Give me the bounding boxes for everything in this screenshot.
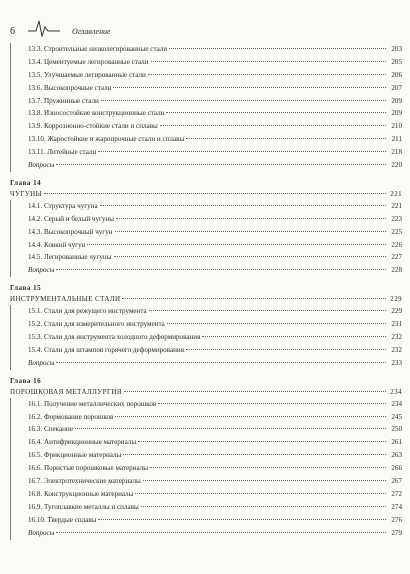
toc-entry-page: 209 [391, 109, 402, 118]
dot-leader [186, 138, 386, 139]
questions-page: 233 [391, 358, 402, 367]
toc-entry[interactable] [24, 331, 402, 344]
toc-entry[interactable] [24, 318, 402, 331]
toc-entry-title: 13.5. Улучшаемые легированные стали [28, 70, 146, 79]
questions-title: Вопросы [28, 161, 55, 170]
toc-entry-title: 16.2. Формование порошков [28, 412, 114, 421]
dot-leader [115, 416, 386, 417]
dot-leader [166, 112, 386, 113]
toc-entry[interactable] [24, 344, 402, 357]
toc-entry-page: 267 [391, 477, 402, 486]
dot-leader [56, 164, 386, 165]
questions-page: 279 [391, 528, 402, 537]
toc-entry-page: 209 [391, 96, 402, 105]
chapter-label: Глава 16 [10, 376, 42, 385]
chapter-title: ЧУГУНЫ [10, 189, 43, 198]
toc-entry[interactable] [24, 436, 402, 449]
heartbeat-icon [28, 19, 60, 37]
toc-entry-title: 13.9. Коррозионно-стойкие стали и сплавы [28, 122, 158, 131]
toc-entry-page: 245 [391, 412, 402, 421]
toc-entry-page: 207 [391, 83, 402, 92]
chapter-entries [10, 398, 402, 540]
chapter-title: ПОРОШКОВАЯ МЕТАЛЛУРГИЯ [10, 387, 122, 396]
toc-entry-page: 250 [391, 425, 402, 434]
toc-entry-page: 223 [391, 214, 402, 223]
toc-entry-page: 263 [391, 451, 402, 460]
dot-leader [114, 256, 387, 257]
toc-entry-title: 16.5. Фрикционные материалы [28, 451, 122, 460]
toc-entry[interactable] [24, 411, 402, 424]
dot-leader [158, 403, 386, 404]
dot-leader [149, 310, 386, 311]
toc-entry-page: 234 [391, 399, 402, 408]
toc-entry-page: 229 [391, 307, 402, 316]
page-number: 6 [10, 26, 15, 37]
questions-title: Вопросы [28, 358, 55, 367]
questions-page: 220 [391, 161, 402, 170]
toc-entry-page: 276 [391, 515, 402, 524]
dot-leader [160, 125, 386, 126]
toc-entry-title: 16.8. Конструкционные материалы [28, 489, 134, 498]
chapter-label: Глава 15 [10, 284, 42, 293]
toc-entry[interactable] [24, 462, 402, 475]
toc-entry-title: 15.2. Стали для измерительного инструмента [28, 320, 165, 329]
toc-entry-page: 227 [391, 253, 402, 262]
toc-entry[interactable] [24, 95, 402, 108]
toc-entry-title: 14.1. Структура чугуна [28, 201, 98, 210]
toc-entry-title: 13.11. Литейные стали [28, 148, 97, 157]
chapter-title-entry[interactable] [10, 386, 402, 398]
toc-entry-title: 14.5. Легированные чугуны [28, 253, 112, 262]
toc-entry[interactable] [24, 226, 402, 239]
toc-entry-page: 232 [391, 345, 402, 354]
toc-entry[interactable] [24, 514, 402, 527]
toc-entry-page: 211 [391, 135, 402, 144]
chapter-entries [10, 200, 402, 277]
chapter-title-entry[interactable] [10, 188, 402, 200]
toc-entry[interactable] [24, 200, 402, 213]
questions-page: 228 [391, 266, 402, 275]
toc-entry-page: 205 [391, 57, 402, 66]
toc-entry-title: 14.4. Ковкий чугун [28, 240, 86, 249]
dot-leader [124, 391, 386, 392]
toc-entry-title: 14.3. Высокопрочный чугун [28, 227, 113, 236]
dot-leader [100, 205, 386, 206]
toc-entry-title: 15.3. Стали для инструмента холодного деформирования [28, 333, 201, 342]
chapter-title-entry[interactable] [10, 293, 402, 305]
dot-leader [98, 519, 386, 520]
dot-leader [87, 244, 386, 245]
toc-entry[interactable] [24, 43, 402, 56]
dot-leader [169, 48, 386, 49]
toc-entry-title: 13.4. Цементуемые легированные стали [28, 57, 149, 66]
dot-leader [141, 506, 386, 507]
dot-leader [148, 74, 386, 75]
toc-entry-page: 218 [391, 148, 402, 157]
toc-entry-title: 16.3. Спекание [28, 425, 73, 434]
toc-entry-title: 16.6. Пористые порошковые материалы [28, 464, 148, 473]
dot-leader [186, 349, 386, 350]
dot-leader [143, 480, 386, 481]
dot-leader [75, 428, 386, 429]
page-header [10, 18, 402, 38]
toc-entry-title: 16.4. Антифрикционные материалы [28, 438, 137, 447]
toc-entry-page: 226 [391, 240, 402, 249]
dot-leader [123, 454, 386, 455]
questions-entry[interactable] [24, 159, 402, 172]
chapter-15 [10, 284, 402, 369]
dot-leader [151, 61, 386, 62]
toc-entry-title: 13.3. Строительные низколегированные стали [28, 45, 168, 53]
dot-leader [122, 298, 386, 299]
toc-entry-title: 15.4. Стали для штампов горячего деформирования [28, 345, 184, 354]
chapter-page: 229 [390, 295, 402, 304]
toc-entry[interactable] [24, 82, 402, 95]
toc-entry-title: 13.8. Износостойкие конструкционные стали [28, 109, 165, 118]
dot-leader [56, 532, 386, 533]
toc-entry[interactable] [24, 69, 402, 82]
toc-entry[interactable] [24, 398, 402, 411]
dot-leader [113, 87, 386, 88]
running-title: Оглавление [72, 27, 111, 36]
toc-entry-title: 16.7. Электротехнические материалы [28, 477, 141, 486]
dot-leader [202, 336, 386, 337]
chapter-14 [10, 179, 402, 277]
dot-leader [44, 193, 386, 194]
dot-leader [56, 362, 386, 363]
toc-entry[interactable] [24, 56, 402, 69]
toc-entry-page: 203 [391, 45, 402, 53]
chapter-page: 221 [390, 189, 402, 198]
dot-leader [116, 218, 386, 219]
toc-entry[interactable] [24, 133, 402, 146]
toc-entry[interactable] [24, 449, 402, 462]
toc-entry-page: 232 [391, 333, 402, 342]
toc-entry-title: 16.9. Тугоплавкие металлы и сплавы [28, 502, 139, 511]
chapter-16 [10, 377, 402, 540]
table-of-contents [10, 43, 402, 540]
chapter-label: Глава 14 [10, 178, 42, 187]
toc-entry-page: 210 [391, 122, 402, 131]
toc-entry-page: 206 [391, 70, 402, 79]
toc-entry-page: 225 [391, 227, 402, 236]
continued-section [10, 43, 402, 172]
toc-entry-title: 13.6. Высокопрочные стали [28, 83, 112, 92]
toc-entry[interactable] [24, 475, 402, 488]
toc-entry-title: 16.1. Получение металлических порошков [28, 399, 157, 408]
dot-leader [135, 493, 386, 494]
dot-leader [56, 269, 386, 270]
toc-entry[interactable] [24, 120, 402, 133]
dot-leader [98, 151, 386, 152]
toc-entry-page: 274 [391, 502, 402, 511]
toc-entry-title: 15.1. Стали для режущего инструмента [28, 307, 147, 316]
toc-entry-page: 261 [391, 438, 402, 447]
dot-leader [167, 323, 386, 324]
toc-entry[interactable] [24, 488, 402, 501]
toc-entry[interactable] [24, 239, 402, 252]
chapter-title: ИНСТРУМЕНТАЛЬНЫЕ СТАЛИ [10, 295, 121, 304]
questions-entry[interactable] [24, 357, 402, 370]
questions-entry[interactable] [24, 264, 402, 277]
toc-entry-title: 14.2. Серый и белый чугуны [28, 214, 115, 223]
toc-entry-page: 266 [391, 464, 402, 473]
chapter-entries [10, 305, 402, 369]
questions-entry[interactable] [24, 527, 402, 540]
dot-leader [115, 231, 386, 232]
toc-entry[interactable] [24, 423, 402, 436]
toc-entry[interactable] [24, 146, 402, 159]
toc-entry-page: 231 [391, 320, 402, 329]
toc-entry-title: 13.7. Пружинные стали [28, 96, 99, 105]
toc-entry[interactable] [24, 305, 402, 318]
toc-entry-page: 221 [391, 201, 402, 210]
toc-entry[interactable] [24, 251, 402, 264]
dot-leader [138, 441, 386, 442]
chapter-page: 234 [390, 387, 402, 396]
toc-entry-title: 16.10. Твердые сплавы [28, 515, 97, 524]
toc-entry[interactable] [24, 107, 402, 120]
questions-title: Вопросы [28, 528, 55, 537]
toc-entry[interactable] [24, 213, 402, 226]
toc-entry[interactable] [24, 501, 402, 514]
dot-leader [101, 100, 386, 101]
dot-leader [150, 467, 386, 468]
toc-entry-page: 272 [391, 489, 402, 498]
toc-entry-title: 13.10. Жаростойкие и жаропрочные стали и сплавы [28, 135, 185, 144]
questions-title: Вопросы [28, 266, 55, 275]
